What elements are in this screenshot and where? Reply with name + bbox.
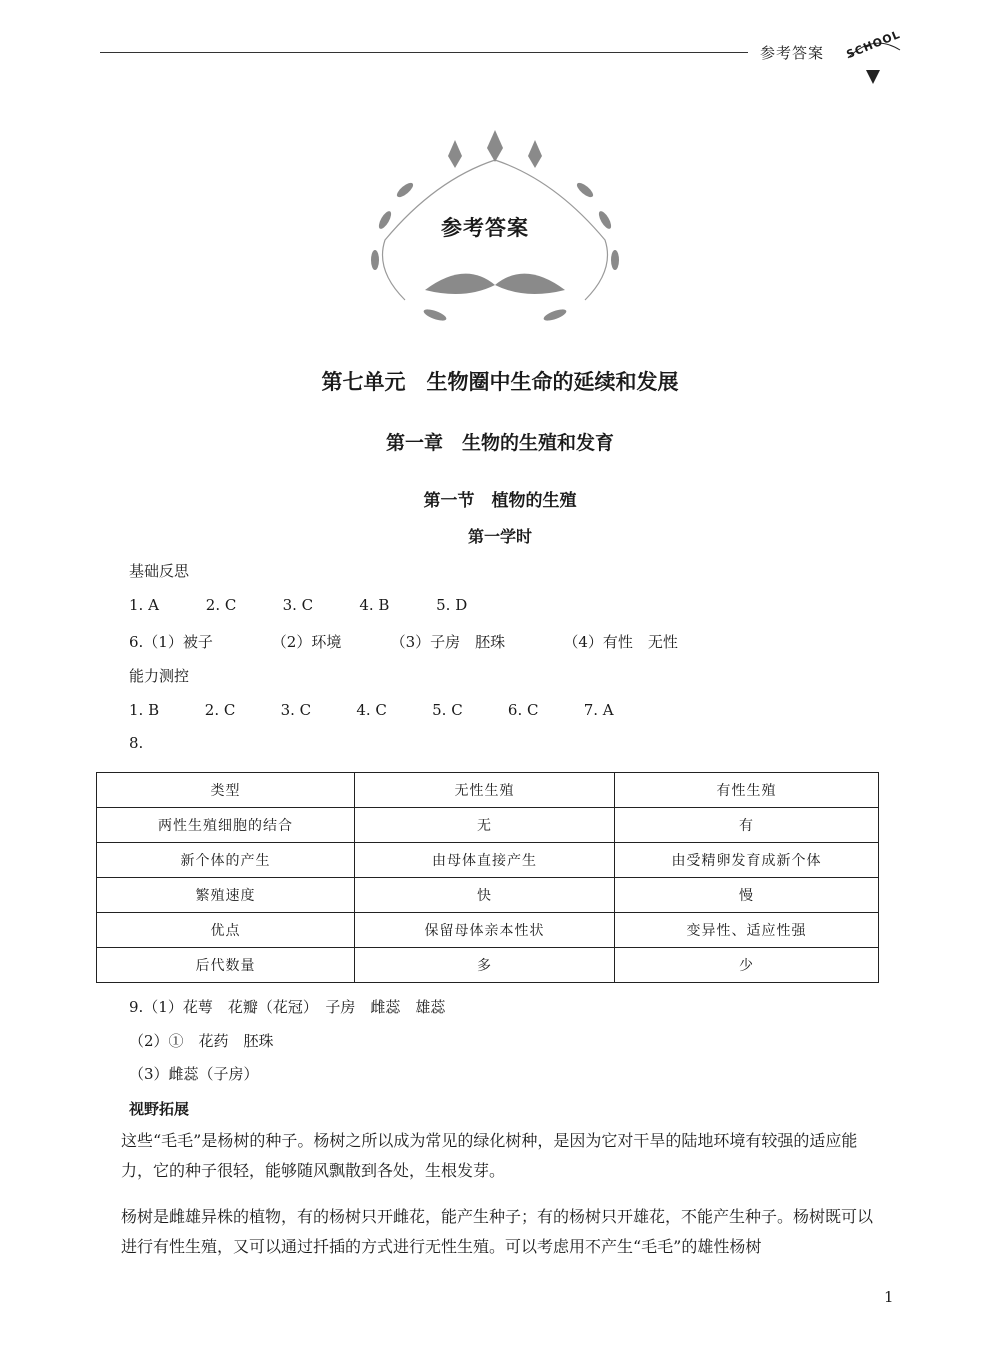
table-cell: 无 [355,808,615,843]
table-cell: 两性生殖细胞的结合 [97,808,355,843]
header-rule [100,52,748,53]
question-9-line3: （3）雌蕊（子房） [129,1065,259,1083]
extension-paragraph-1 [121,1126,879,1186]
banner-title: 参考答案 [441,216,529,240]
table-row [97,843,879,878]
extension-paragraph-2 [121,1202,879,1262]
table-row [97,913,879,948]
question-9-line2: （2）① 花药 胚珠 [129,1032,274,1050]
table-header-row [97,773,879,808]
answer-item: 1. B [129,701,160,719]
table-row [97,878,879,913]
ability-heading: 能力测控 [129,667,190,685]
table-header-cell: 类型 [97,773,355,808]
table-cell: 少 [615,948,879,983]
table-row [97,808,879,843]
table-cell: 新个体的产生 [97,843,355,878]
school-logo-text: SCHOOL [844,27,903,62]
table-cell: 由受精卵发育成新个体 [615,843,879,878]
table-cell: 保留母体亲本性状 [355,913,615,948]
basics-answers-line2 [129,631,703,652]
table-cell: 快 [355,878,615,913]
answer-item: 4. C [356,701,387,719]
table-cell: 多 [355,948,615,983]
basics-heading: 基础反思 [129,562,190,580]
table-cell: 变异性、适应性强 [615,913,879,948]
answer-item: 6. C [507,701,539,719]
table-cell: 慢 [615,878,879,913]
lesson-title: 第一学时 [467,527,532,546]
question-8-label: 8. [129,734,144,752]
table-cell: 由母体直接产生 [355,843,615,878]
table-row [97,948,879,983]
answer-item: （4）有性 无性 [563,633,678,651]
answer-item: 5. D [436,596,468,614]
answer-item: （2）环境 [271,633,342,651]
answer-item: 2. C [205,596,237,614]
table-cell: 有 [615,808,879,843]
answer-item: 7. A [583,701,614,719]
table-header-cell: 无性生殖 [355,773,615,808]
answer-item: 3. C [282,596,314,614]
answer-item: 6.（1）被子 [129,633,213,651]
table-cell: 繁殖速度 [97,878,355,913]
paragraph-text: 这些“毛毛”是杨树的种子。杨树之所以成为常见的绿化树种，是因为它对干旱的陆地环境有较强的适应能力，它的种子很轻，能够随风飘散到各处，生根发芽。 [121,1131,858,1180]
answer-item: 2. C [204,701,236,719]
table-cell: 后代数量 [97,948,355,983]
page-number: 1 [884,1288,894,1306]
answer-item: 5. C [432,701,463,719]
answer-item: 1. A [129,596,159,614]
unit-title: 第七单元 生物圈中生命的延续和发展 [321,370,679,394]
paragraph-text: 杨树是雌雄异株的植物，有的杨树只开雌花，能产生种子；有的杨树只开雄花，不能产生种子。杨树既可以进行有性生殖，又可以通过扦插的方式进行无性生殖。可以考虑用不产生“毛毛”的雄性杨树 [121,1207,874,1256]
header-label: 参考答案 [760,44,825,62]
chapter-title: 第一章 生物的生殖和发育 [385,432,614,454]
answer-item: 4. B [359,596,390,614]
table-cell: 优点 [97,913,355,948]
section-title: 第一节 植物的生殖 [423,491,577,511]
question-9-line1: 9.（1）花萼 花瓣（花冠） 子房 雌蕊 雄蕊 [129,998,446,1016]
table-header-cell: 有性生殖 [615,773,879,808]
extension-heading: 视野拓展 [129,1100,190,1118]
basics-answers-line1 [129,596,508,614]
answer-item: 3. C [280,701,312,719]
ability-answers-line1 [129,701,655,719]
answer-item: （3）子房 胚珠 [390,633,506,651]
reproduction-comparison-table [96,772,879,983]
